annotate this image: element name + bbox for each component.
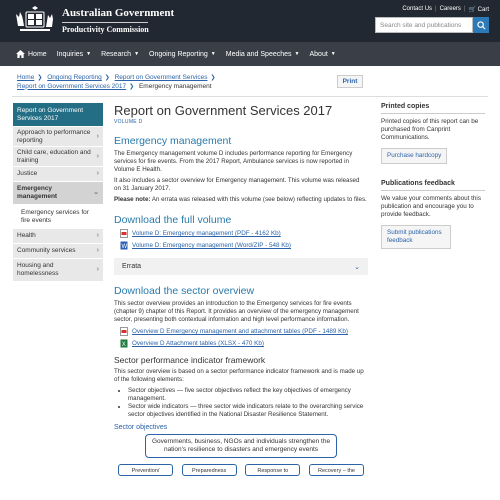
breadcrumb-current: Emergency management [138, 82, 212, 90]
svg-text:X: X [121, 342, 126, 348]
divider [12, 96, 488, 97]
list-item: • Sector objectives — five sector objectives reflect the key objectives of emergency management. [128, 387, 368, 403]
sidebar-item-health[interactable]: Health › [13, 229, 103, 244]
feedback-heading: Publications feedback [381, 180, 485, 191]
objective-box: Recovery – the [309, 464, 364, 476]
coat-of-arms-icon [12, 6, 58, 36]
breadcrumb-home[interactable]: Home [17, 74, 35, 81]
sidebar-item-justice[interactable]: Justice › [13, 167, 103, 182]
home-icon [16, 50, 25, 58]
section-heading: Emergency management [114, 135, 232, 147]
nav-about[interactable]: About ▼ [309, 50, 336, 58]
overview-note: It also includes a sector overview for Emergency management. This volume was released on 31 January 2017. [114, 177, 360, 192]
page-title: Report on Government Services 2017 [114, 103, 333, 118]
list-item: • Sector wide indicators — three sector wide indicators relate to the overarching service sector objectives identified in the National Disaster Resilience Statement. [128, 403, 368, 419]
chevron-right-icon: › [96, 266, 99, 273]
sector-overview-heading: Download the sector overview [114, 285, 255, 297]
framework-heading: Sector performance indicator framework [114, 355, 266, 365]
breadcrumb [17, 74, 347, 91]
caret-down-icon: ▼ [86, 51, 92, 57]
feedback-text: We value your comments about this publication and encourage you to provide feedback. [381, 195, 481, 218]
nav-inquiries[interactable]: Inquiries ▼ [56, 50, 92, 58]
breadcrumb-ongoing-reporting[interactable]: Ongoing Reporting [47, 74, 102, 81]
printed-copies-text: Printed copies of this report can be purchased from Canprint Communications. [381, 118, 479, 141]
search-input[interactable]: Search site and publications [375, 17, 473, 33]
svg-text:W: W [121, 244, 128, 250]
chevron-right-icon: › [96, 232, 99, 239]
government-name: Australian Government [62, 7, 175, 19]
logo-divider [62, 22, 148, 23]
download-volume-word[interactable]: W Volume D: Emergency management (Word/ZIP - 548 Kb) [121, 242, 292, 250]
separator: | [435, 6, 437, 12]
nav-home-label: Home [28, 50, 47, 58]
printed-copies-heading: Printed copies [381, 103, 485, 114]
caret-down-icon: ▼ [210, 51, 216, 57]
site-header [0, 0, 500, 42]
chevron-down-icon: ⌄ [354, 263, 360, 271]
print-button[interactable]: Print [337, 75, 363, 88]
chevron-down-icon: ⌄ [93, 189, 99, 196]
objective-boxes [114, 464, 368, 476]
purchase-hardcopy-button[interactable]: Purchase hardcopy [381, 148, 447, 164]
download-overview-xlsx[interactable]: X Overview D Attachment tables (XLSX - 470 Kb) [121, 340, 264, 348]
chevron-right-icon: › [96, 152, 99, 160]
chevron-right-icon: › [96, 170, 99, 177]
caret-down-icon: ▼ [294, 51, 300, 57]
chevron-right-icon: › [96, 132, 99, 140]
search-button[interactable] [473, 17, 489, 33]
objective-box: Prevention/ [118, 464, 173, 476]
right-column [381, 103, 485, 249]
sidebar-item-approach[interactable]: Approach to performance reporting › [13, 127, 103, 147]
sidebar-item-rogs-2017[interactable]: Report on Government Services 2017 [13, 103, 103, 127]
pdf-icon [120, 327, 128, 336]
nav-research[interactable]: Research ▼ [101, 50, 140, 58]
download-heading: Download the full volume [114, 214, 232, 226]
objective-box: Response to [245, 464, 300, 476]
download-volume-pdf[interactable]: Volume D: Emergency management (PDF - 4162 Kb) [120, 229, 368, 238]
submit-feedback-button[interactable]: Submit publications feedback [381, 225, 451, 249]
chevron-right-icon: ❯ [210, 75, 216, 81]
sidebar-item-child-care[interactable]: Child care, education and training › [13, 147, 103, 167]
contact-us-link[interactable]: Contact Us [402, 6, 433, 12]
framework-list [114, 387, 368, 419]
objective-box: Preparedness [182, 464, 237, 476]
chevron-right-icon: › [96, 247, 99, 254]
intro-text: The Emergency management volume D includes performance reporting for Emergency services for fire events. From the 2017 Report, Ambulance services is now reported in Volume E Health. [114, 150, 353, 173]
careers-link[interactable]: Careers [439, 6, 461, 12]
framework-text: This sector overview is based on a sector performance indicator framework and is made up of the following elements: [114, 368, 364, 383]
sidebar [13, 103, 103, 282]
errata-label: Errata [122, 263, 142, 270]
errata-accordion[interactable] [114, 258, 368, 275]
objective-main-box: Governments, business, NGOs and individuals strengthen the nation's resilience to disasters and emergency events [145, 434, 337, 458]
breadcrumb-rogs[interactable]: Report on Government Services [114, 74, 208, 81]
main-content [114, 103, 368, 476]
cart-icon: 🛒 [468, 7, 476, 13]
excel-icon [120, 339, 128, 348]
download-overview-pdf[interactable]: Overview D Emergency management and attachment tables (PDF - 1489 Kb) [120, 327, 368, 336]
please-note: Please note: An errata was released with this volume (see below) reflecting updates to files. [114, 196, 367, 203]
cart-label: Cart [477, 7, 489, 13]
main-nav [0, 42, 500, 66]
search-form [375, 17, 489, 33]
sector-overview-text: This sector overview provides an introduction to the Emergency services for fire events (chapter 9) chapter of this Report. It provides an overview of the emergency management sector, presenting both contextual information and high level performance information. [114, 300, 359, 323]
caret-down-icon: ▼ [330, 51, 336, 57]
sector-objectives-label: Sector objectives [114, 424, 168, 431]
separator: | [463, 6, 466, 12]
sidebar-item-emergency-management[interactable]: Emergency management ⌄ [13, 182, 103, 205]
site-logo[interactable] [12, 6, 174, 36]
search-icon [477, 21, 486, 30]
pdf-icon [120, 229, 128, 238]
agency-name: Productivity Commission [62, 25, 149, 34]
nav-media-speeches[interactable]: Media and Speeches ▼ [225, 50, 300, 58]
nav-ongoing-reporting[interactable]: Ongoing Reporting ▼ [149, 50, 216, 58]
sidebar-item-community-services[interactable]: Community services › [13, 244, 103, 259]
breadcrumb-rogs-2017[interactable]: Report on Government Services 2017 [17, 82, 127, 90]
cart-link[interactable] [469, 6, 490, 13]
sidebar-item-housing[interactable]: Housing and homelessness › [13, 259, 103, 282]
volume-label: VOLUME D [114, 119, 143, 125]
caret-down-icon: ▼ [134, 51, 140, 57]
utility-links [402, 6, 489, 13]
word-icon [120, 241, 128, 250]
sidebar-subitem-fire-events[interactable]: Emergency services for fire events [13, 205, 103, 229]
chevron-right-icon: ❯ [129, 83, 135, 90]
nav-home[interactable] [16, 50, 47, 58]
chevron-right-icon: ❯ [104, 75, 110, 81]
chevron-right-icon: ❯ [37, 75, 43, 81]
